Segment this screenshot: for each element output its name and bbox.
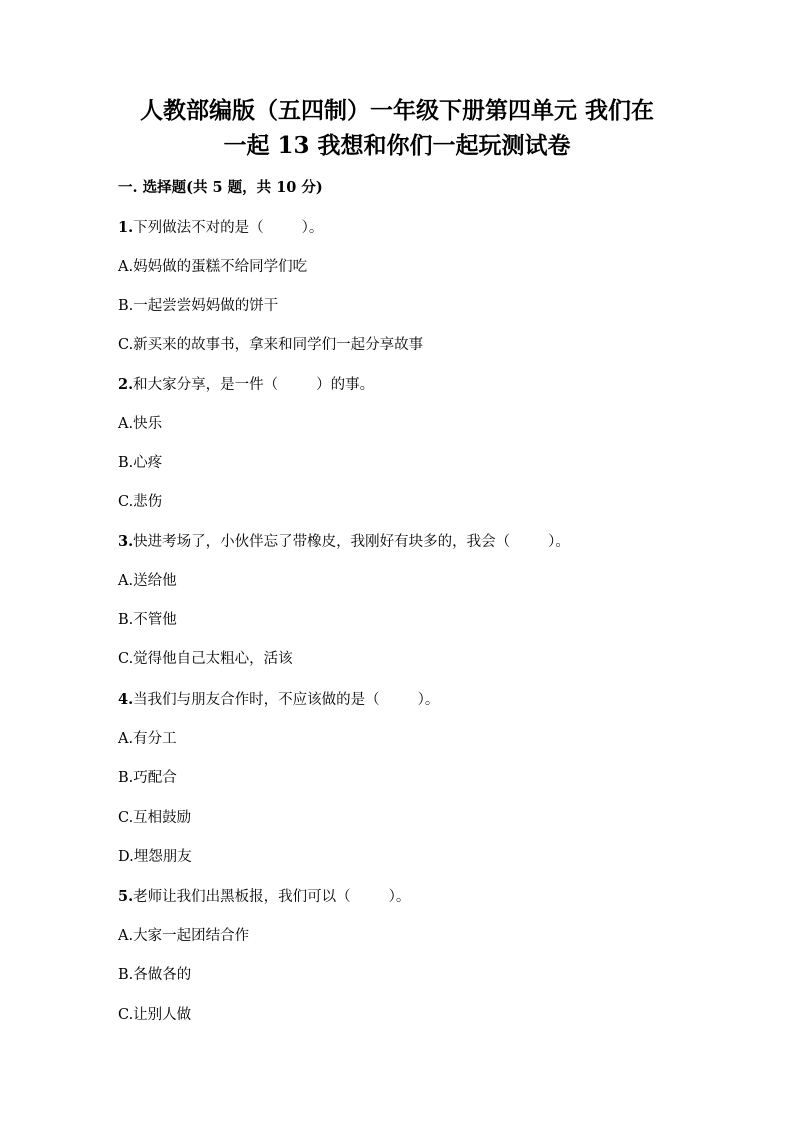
question-4-stem <box>118 690 439 710</box>
question-text-after: ）。 <box>548 534 570 550</box>
question-1-option-a: A.妈妈做的蛋糕不给同学们吃 <box>118 259 308 275</box>
question-text-after: ）。 <box>301 220 324 236</box>
question-number: 2. <box>118 376 134 393</box>
question-text-before: 和大家分享，是一件（ <box>133 377 279 393</box>
question-3-option-c: C.觉得他自己太粗心，活该 <box>118 651 293 667</box>
question-2-option-a: A.快乐 <box>118 416 163 432</box>
question-1-stem <box>118 218 323 238</box>
question-text-before: 当我们与朋友合作时，不应该做的是（ <box>133 692 380 708</box>
page-title-line-1: 人教部编版（五四制）一年级下册第四单元 我们在 <box>139 97 654 124</box>
question-text-after: ）的事。 <box>316 377 375 393</box>
question-2-stem <box>118 375 374 395</box>
question-text-after: ）。 <box>417 692 440 708</box>
question-text-after: ）。 <box>388 889 411 905</box>
question-4-option-c: C.互相鼓励 <box>118 810 192 826</box>
question-4-option-d: D.埋怨朋友 <box>118 849 192 865</box>
question-text-before: 下列做法不对的是（ <box>133 220 264 236</box>
question-4-option-a: A.有分工 <box>118 731 177 747</box>
page-title-line-2: 一起 13 我想和你们一起玩测试卷 <box>223 132 571 159</box>
question-number: 5. <box>118 888 134 905</box>
question-4-option-b: B.巧配合 <box>118 770 177 786</box>
question-5-stem <box>118 887 410 907</box>
section-heading: 一. 选择题(共 5 题，共 10 分) <box>118 179 323 196</box>
question-number: 1. <box>118 219 134 236</box>
question-number: 4. <box>118 691 134 708</box>
question-3-stem <box>118 532 570 552</box>
question-1-option-b: B.一起尝尝妈妈做的饼干 <box>118 298 279 314</box>
question-text-before: 快进考场了，小伙伴忘了带橡皮，我刚好有块多的，我会（ <box>133 534 511 550</box>
question-5-option-a: A.大家一起团结合作 <box>118 928 250 944</box>
question-2-option-c: C.悲伤 <box>118 494 163 510</box>
question-5-option-c: C.让别人做 <box>118 1007 192 1023</box>
question-5-option-b: B.各做各的 <box>118 967 192 983</box>
question-1-option-c: C.新买来的故事书，拿来和同学们一起分享故事 <box>118 337 424 353</box>
question-text-before: 老师让我们出黑板报，我们可以（ <box>133 889 351 905</box>
question-2-option-b: B.心疼 <box>118 455 163 471</box>
question-3-option-a: A.送给他 <box>118 573 177 589</box>
question-3-option-b: B.不管他 <box>118 612 177 628</box>
question-number: 3. <box>118 533 134 550</box>
